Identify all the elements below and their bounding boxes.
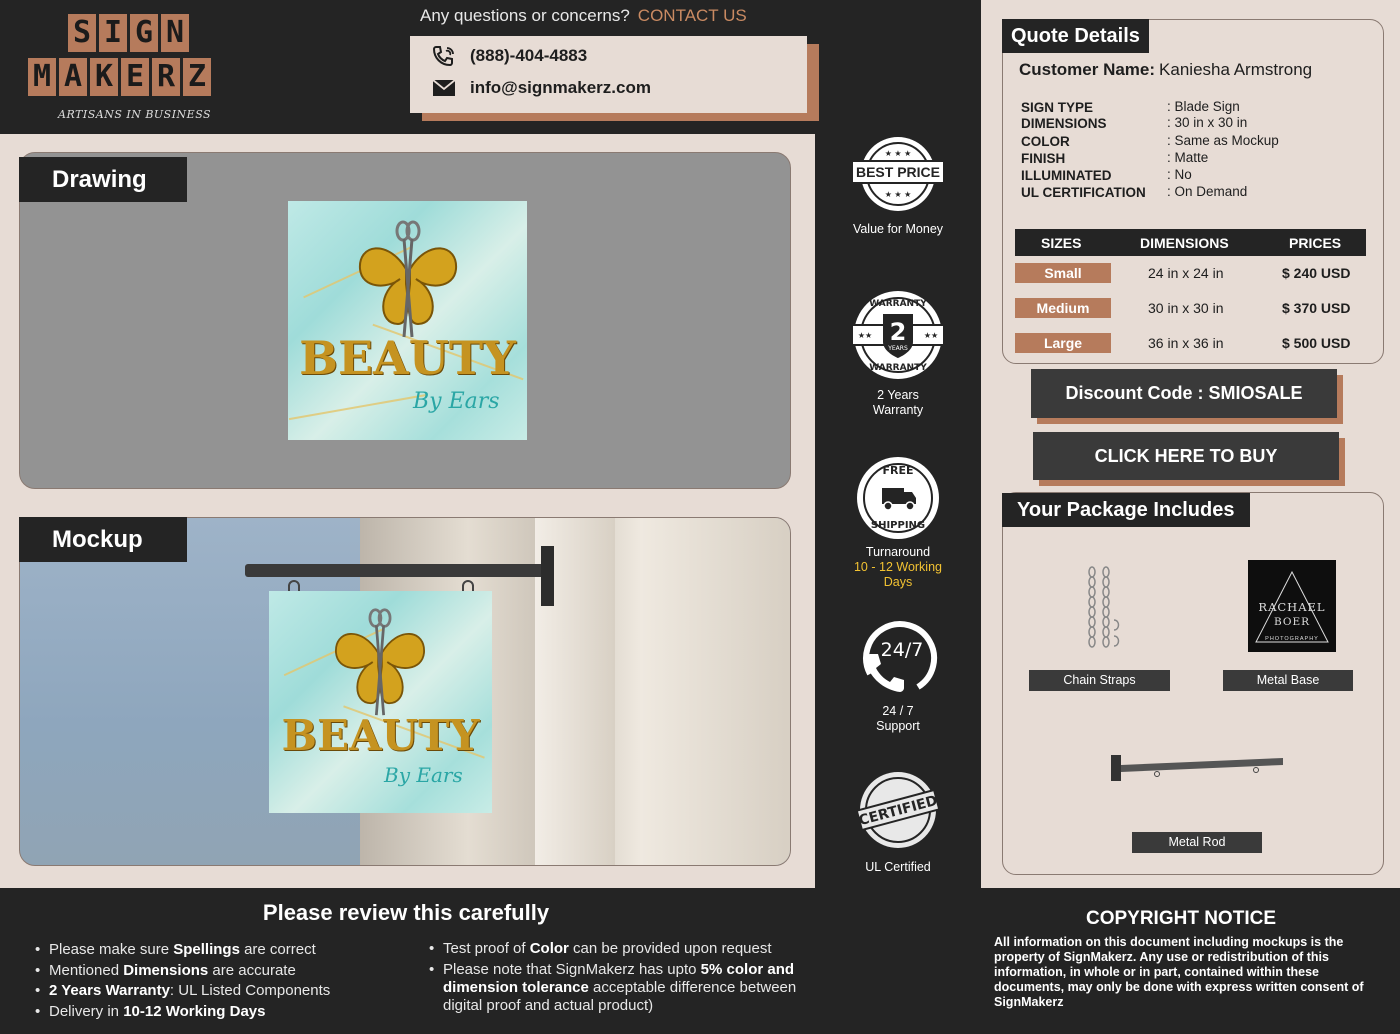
badge-caption: 2 Years bbox=[877, 388, 919, 402]
customer-label: Customer Name: bbox=[1019, 60, 1156, 79]
svg-text:★★: ★★ bbox=[923, 331, 939, 340]
certified-icon bbox=[856, 770, 940, 850]
size-price: $ 370 USD bbox=[1282, 300, 1351, 316]
spec-key: DIMENSIONS bbox=[1021, 116, 1107, 131]
contact-box bbox=[410, 36, 807, 113]
chain-straps-label: Chain Straps bbox=[1029, 670, 1170, 691]
mockup-card bbox=[19, 517, 791, 866]
metal-rod-icon bbox=[1111, 753, 1286, 783]
metal-base-line2: BOER bbox=[1273, 616, 1311, 628]
customer-name: Kaniesha Armstrong bbox=[1159, 60, 1313, 79]
badge-caption: Turnaround bbox=[865, 545, 931, 559]
best-price-seal-text: BEST PRICE bbox=[855, 164, 941, 180]
spec-value: : No bbox=[1167, 167, 1192, 182]
warranty-icon bbox=[850, 290, 946, 380]
chain-straps-icon bbox=[1082, 566, 1122, 656]
size-name: Small bbox=[1015, 263, 1111, 283]
phone-number: (888)-404-4883 bbox=[470, 46, 588, 65]
badge-support bbox=[815, 614, 981, 734]
review-item: • Delivery in 10-12 Working Days bbox=[35, 1002, 425, 1023]
svg-text:★★: ★★ bbox=[857, 331, 873, 340]
size-row[interactable] bbox=[1015, 333, 1366, 355]
badge-caption: UL Certified bbox=[865, 860, 931, 874]
shipping-seal-bottom: SHIPPING bbox=[870, 520, 926, 531]
email-address: info@signmakerz.com bbox=[470, 78, 651, 97]
email-row[interactable] bbox=[432, 78, 651, 98]
envelope-icon bbox=[432, 79, 456, 97]
badge-certified bbox=[815, 770, 981, 875]
logo-letter: E bbox=[121, 58, 149, 96]
logo-letter: I bbox=[99, 14, 127, 52]
badge-free-shipping bbox=[815, 456, 981, 590]
warranty-seal-number: 2 bbox=[889, 318, 907, 346]
copyright-title: COPYRIGHT NOTICE bbox=[1085, 908, 1276, 929]
badge-best-price bbox=[815, 134, 981, 237]
header-sizes: SIZES bbox=[1041, 235, 1082, 251]
size-price: $ 240 USD bbox=[1282, 265, 1351, 281]
metal-base-label: Metal Base bbox=[1223, 670, 1353, 691]
review-title: Please review this carefully bbox=[262, 900, 550, 925]
drawing-tab: Drawing bbox=[19, 157, 187, 202]
size-row[interactable] bbox=[1015, 298, 1366, 320]
metal-base-line3: PHOTOGRAPHY bbox=[1265, 636, 1319, 642]
question-text: Any questions or concerns? bbox=[420, 6, 630, 25]
size-row[interactable] bbox=[1015, 263, 1366, 285]
badge-highlight: 10 - 12 Working bbox=[853, 560, 942, 574]
mockup-bracket bbox=[541, 546, 554, 606]
header-prices: PRICES bbox=[1289, 235, 1342, 251]
metal-rod-label: Metal Rod bbox=[1132, 832, 1262, 853]
size-dimensions: 30 in x 30 in bbox=[1148, 300, 1224, 316]
signmakerz-logo[interactable] bbox=[28, 14, 228, 124]
size-table-header bbox=[1015, 229, 1366, 256]
review-item: • Mentioned Dimensions are accurate bbox=[35, 961, 425, 982]
best-price-icon bbox=[848, 134, 948, 214]
badge-caption: 24 / 7 bbox=[882, 704, 914, 718]
drawing-card bbox=[19, 152, 791, 489]
size-dimensions: 36 in x 36 in bbox=[1148, 335, 1224, 351]
metal-base-image bbox=[1248, 560, 1336, 652]
badge-warranty bbox=[815, 290, 981, 418]
spec-value: : 30 in x 30 in bbox=[1167, 115, 1248, 130]
spec-key: FINISH bbox=[1021, 151, 1066, 166]
badge-highlight: Days bbox=[883, 575, 913, 589]
mockup-rod bbox=[245, 564, 550, 577]
svg-text:★ ★ ★: ★ ★ ★ bbox=[884, 190, 912, 199]
badge-caption: Value for Money bbox=[852, 222, 944, 236]
size-name: Medium bbox=[1015, 298, 1111, 318]
size-name: Large bbox=[1015, 333, 1111, 353]
mockup-tab: Mockup bbox=[19, 517, 187, 562]
drawing-sign-brand: BEAUTY bbox=[299, 331, 516, 385]
spec-value: : Matte bbox=[1167, 150, 1209, 165]
drawing-sign-image bbox=[288, 201, 527, 440]
mockup-sign-image bbox=[269, 591, 492, 813]
support-seal-text: 24/7 bbox=[880, 639, 924, 661]
logo-letter: N bbox=[161, 14, 189, 52]
logo-letter: M bbox=[28, 58, 56, 96]
spec-key: UL CERTIFICATION bbox=[1021, 185, 1146, 200]
spec-value: : On Demand bbox=[1167, 184, 1248, 199]
spec-key: SIGN TYPE bbox=[1021, 100, 1094, 115]
logo-letter: Z bbox=[183, 58, 211, 96]
warranty-seal-bottom: WARRANTY bbox=[869, 363, 927, 373]
spec-key: COLOR bbox=[1021, 134, 1070, 149]
warranty-seal-top: WARRANTY bbox=[869, 299, 927, 309]
logo-tagline: ARTISANS IN BUSINESS bbox=[58, 108, 212, 121]
logo-letter: S bbox=[68, 14, 96, 52]
review-item: • 2 Years Warranty: UL Listed Components bbox=[35, 981, 425, 1002]
metal-base-line1: RACHAEL bbox=[1258, 600, 1326, 614]
discount-code-button[interactable]: Discount Code : SMIOSALE bbox=[1031, 369, 1337, 418]
support-icon bbox=[856, 614, 940, 698]
spec-value: : Same as Mockup bbox=[1167, 133, 1279, 148]
review-item: • Please make sure Spellings are correct bbox=[35, 940, 425, 961]
header-dimensions: DIMENSIONS bbox=[1140, 235, 1229, 251]
drawing-sign-script: By Ears bbox=[413, 389, 500, 414]
badge-caption: Support bbox=[876, 719, 920, 733]
contact-us-link[interactable]: CONTACT US bbox=[637, 6, 747, 25]
package-title: Your Package Includes bbox=[1002, 493, 1250, 527]
spec-key: ILLUMINATED bbox=[1021, 168, 1112, 183]
spec-value: : Blade Sign bbox=[1167, 99, 1240, 114]
quote-details-title: Quote Details bbox=[1002, 19, 1149, 53]
customer-name-row bbox=[1019, 60, 1312, 80]
logo-letter: K bbox=[90, 58, 118, 96]
mockup-sign-brand: BEAUTY bbox=[281, 711, 480, 760]
badge-caption: Warranty bbox=[872, 403, 924, 417]
size-dimensions: 24 in x 24 in bbox=[1148, 265, 1224, 281]
contact-question bbox=[420, 6, 747, 26]
warranty-seal-years: YEARS bbox=[888, 345, 908, 352]
review-list-right bbox=[429, 940, 814, 1015]
review-item: • Please note that SignMakerz has upto 5% color and dimension tolerance acceptable difference between digital proof and actual product) bbox=[429, 961, 814, 1015]
phone-icon bbox=[432, 45, 456, 67]
logo-letter: R bbox=[152, 58, 180, 96]
butterfly-scissors-icon bbox=[348, 219, 468, 339]
free-shipping-icon bbox=[856, 456, 940, 540]
phone-row[interactable] bbox=[432, 45, 587, 67]
logo-letter: G bbox=[130, 14, 158, 52]
review-list-left bbox=[35, 940, 425, 1022]
svg-text:★ ★ ★: ★ ★ ★ bbox=[884, 149, 912, 158]
mockup-sign-script: By Ears bbox=[384, 763, 463, 787]
review-item: • Test proof of Color can be provided upon request bbox=[429, 940, 814, 958]
copyright-text: All information on this document including mockups is the property of SignMakerz. Any use or redistribution of this information, in whole or in part, contained within these documents, may only be done with express written consent of SignMakerz bbox=[994, 935, 1364, 1009]
shipping-seal-top: FREE bbox=[882, 464, 914, 477]
butterfly-scissors-icon bbox=[325, 607, 435, 717]
size-price: $ 500 USD bbox=[1282, 335, 1351, 351]
certified-seal-text: CERTIFIED bbox=[857, 792, 940, 830]
buy-button[interactable]: CLICK HERE TO BUY bbox=[1033, 432, 1339, 480]
logo-letter: A bbox=[59, 58, 87, 96]
